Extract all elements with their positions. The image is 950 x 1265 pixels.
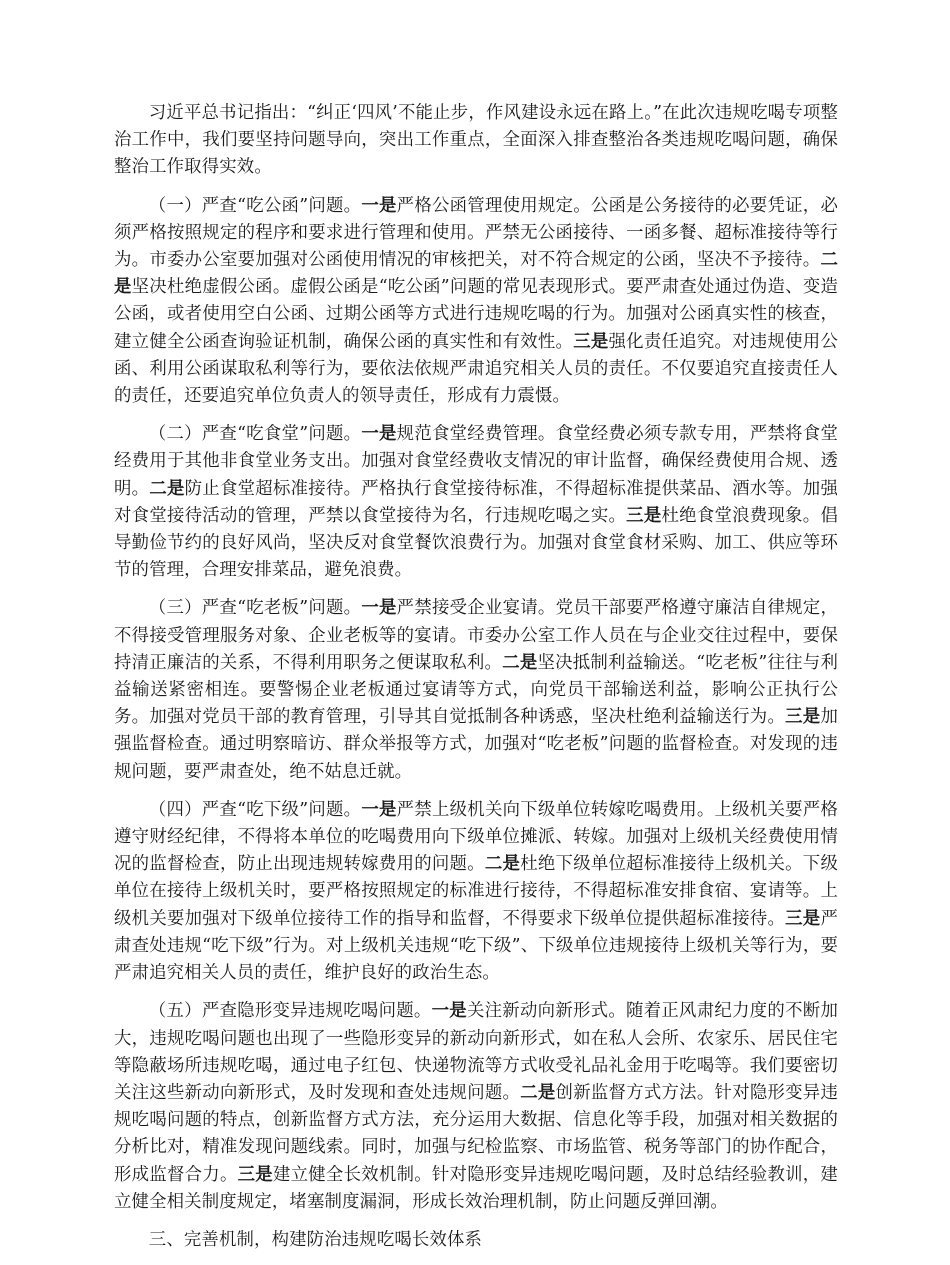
text-run: （四）严查“吃下级”问题。 xyxy=(148,799,362,820)
emphasis-run: 一是 xyxy=(431,1001,467,1022)
text-run: 严肃查处违规“吃下级”行为。对上级机关违规“吃下级”、下级单位违规接待上级机关等行为，要严肃追究相关人员的责任，维护良好的政治生态。 xyxy=(114,908,838,984)
emphasis-run: 三是 xyxy=(785,707,821,728)
paragraph-container xyxy=(114,100,838,1216)
text-run: 严禁接受企业宴请。党员干部要严格遵守廉洁自律规定，不得接受管理服务对象、企业老板等的宴请。市委办公室工作人员在与企业交往过程中，要保持清正廉洁的关系，不得利用职务之便谋取私利。 xyxy=(114,598,838,673)
text-run: （一）严查“吃公函”问题。 xyxy=(148,195,362,216)
emphasis-run: 三是 xyxy=(573,331,609,352)
text-run: （五）严查隐形变异违规吃喝问题。 xyxy=(148,1001,432,1022)
p-intro xyxy=(114,100,838,182)
text-run: 规范食堂经费管理。食堂经费必须专款专用，严禁将食堂经费用于其他非食堂业务支出。加强对食堂经费收支情况的审计监督，确保经费使用合规、透明。 xyxy=(114,424,838,499)
p-section-3 xyxy=(114,595,838,785)
text-run: 严格公函管理使用规定。公函是公务接待的必要凭证，必须严格按照规定的程序和要求进行管理和使用。严禁无公函接待、一函多餐、超标准接待等行为。市委办公室要加强对公函使用情况的审核把关，对不符合规定的公函，坚决不予接待。 xyxy=(114,195,838,271)
text-run: 强化责任追究。对违规使用公函、利用公函谋取私利等行为，要依法依规严肃追究相关人员的责任。不仅要追究直接责任人的责任，还要追究单位负责人的领导责任，形成有力震慑。 xyxy=(114,331,838,407)
emphasis-run: 二是 xyxy=(520,1082,556,1103)
p-section-5 xyxy=(114,998,838,1216)
text-run: 习近平总书记指出：“纠正‘四风’不能止步，作风建设永远在路上。”在此次违规吃喝专项整治工作中，我们要坚持问题导向，突出工作重点，全面深入排查整治各类违规吃喝问题，确保整治工作取得实效。 xyxy=(114,103,838,178)
text-run: 建立健全长效机制。针对隐形变异违规吃喝问题，及时总结经验教训，建立健全相关制度规定，堵塞制度漏洞，形成长效治理机制，防止问题反弹回潮。 xyxy=(114,1164,838,1212)
text-run: 创新监督方式方法。针对隐形变异违规吃喝问题的特点，创新监督方式方法，充分运用大数据、信息化等手段，加强对相关数据的分析比对，精准发现问题线索。同时，加强与纪检监察、市场监管、税务等部门的协作配合，形成监督合力。 xyxy=(114,1082,839,1185)
section-heading: 三、完善机制，构建防治违规吃喝长效体系 xyxy=(148,1229,483,1250)
text-run: 杜绝下级单位超标准接待上级机关。下级单位在接待上级机关时，要严格按照规定的标准进行接待，不得超标准安排食宿、宴请等。上级机关要加强对下级单位接待工作的指导和监督，不得要求下级单位提供超标准接待。 xyxy=(114,854,838,929)
emphasis-run: 二是 xyxy=(502,652,538,673)
text-run: 杜绝食堂浪费现象。倡导勤俭节约的良好风尚，坚决反对食堂餐饮浪费行为。加强对食堂食材采购、加工、供应等环节的管理，合理安排菜品，避免浪费。 xyxy=(114,505,838,581)
emphasis-run: 三是 xyxy=(237,1164,273,1185)
document-body xyxy=(114,100,838,1265)
text-run: 防止食堂超标准接待。严格执行食堂接待标准，不得超标准提供菜品、酒水等。加强对食堂接待活动的管理，严禁以食堂接待为名，行违规吃喝之实。 xyxy=(114,478,838,526)
emphasis-run: 二是 xyxy=(484,854,521,875)
emphasis-run: 一是 xyxy=(361,424,397,445)
text-run: 坚决杜绝虚假公函。虚假公函是“吃公函”问题的常见表现形式。要严肃查处通过伪造、变造公函，或者使用空白公函、过期公函等方式进行违规吃喝的行为。加强对公函真实性的核查，建立健全公函查询验证机制，确保公函的真实性和有效性。 xyxy=(114,277,839,352)
text-run: 关注新动向新形式。随着正风肃纪力度的不断加大，违规吃喝问题也出现了一些隐形变异的新动向新形式，如在私人会所、农家乐、居民住宅等隐蔽场所违规吃喝，通过电子红包、快递物流等方式收受礼品礼金用于吃喝等。我们要密切关注这些新动向新形式，及时发现和查处违规问题。 xyxy=(114,1001,838,1103)
p-section-1 xyxy=(114,193,838,411)
p-section-2 xyxy=(114,421,838,584)
emphasis-run: 三是 xyxy=(785,908,821,929)
emphasis-run: 一是 xyxy=(361,799,397,820)
emphasis-run: 二是 xyxy=(149,478,185,499)
emphasis-run: 一是 xyxy=(361,195,397,216)
p-section-4 xyxy=(114,797,838,987)
emphasis-run: 二是 xyxy=(114,250,838,298)
emphasis-run: 一是 xyxy=(361,598,397,619)
text-run: （二）严查“吃食堂”问题。 xyxy=(148,424,362,445)
text-run: 严禁上级机关向下级单位转嫁吃喝费用。上级机关要严格遵守财经纪律，不得将本单位的吃喝费用向下级单位摊派、转嫁。加强对上级机关经费使用情况的监督检查，防止出现违规转嫁费用的问题。 xyxy=(114,799,838,875)
text-run: 加强监督检查。通过明察暗访、群众举报等方式，加强对“吃老板”问题的监督检查。对发现的违规问题，要严肃查处，绝不姑息迁就。 xyxy=(114,707,838,782)
text-run: （三）严查“吃老板”问题。 xyxy=(148,598,362,619)
emphasis-run: 三是 xyxy=(626,505,662,526)
text-run: 坚决抵制利益输送。“吃老板”往往与利益输送紧密相连。要警惕企业老板通过宴请等方式，向党员干部输送利益，影响公正执行公务。加强对党员干部的教育管理，引导其自觉抵制各种诱惑，坚决杜绝利益输送行为。 xyxy=(114,652,838,728)
